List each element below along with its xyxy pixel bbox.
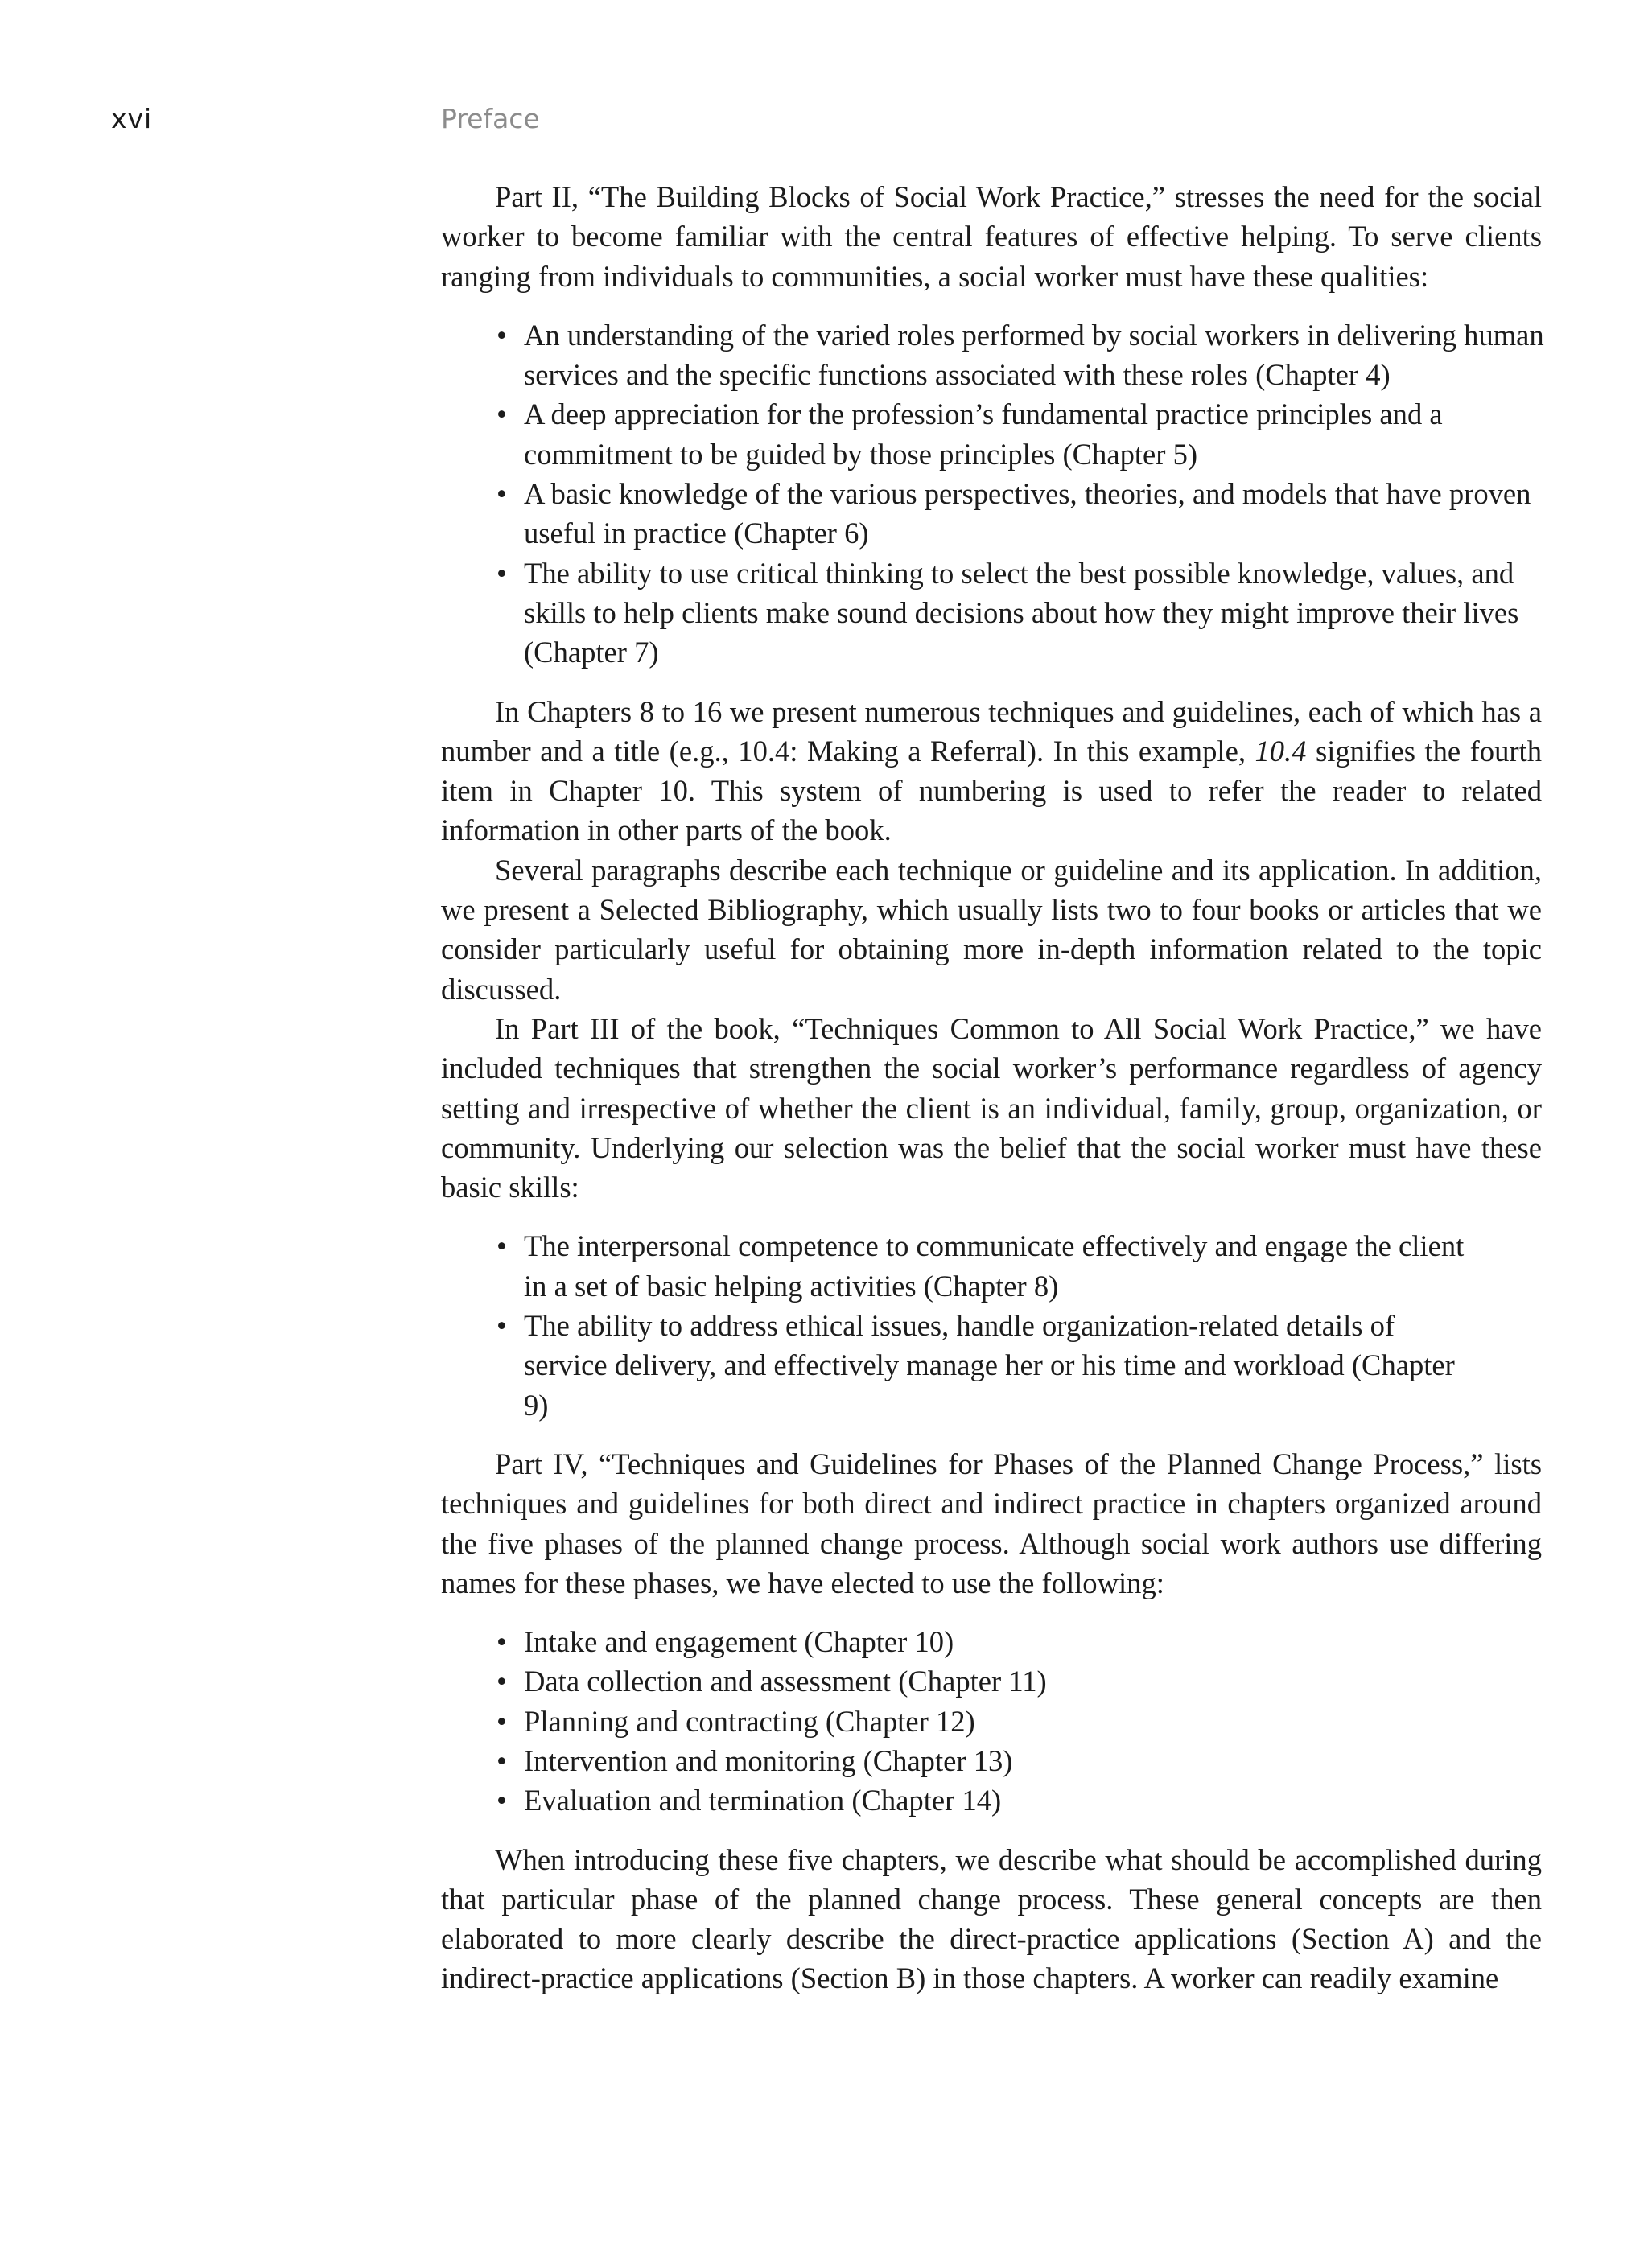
bullet-glyph: • [496, 397, 507, 431]
list-item: • The interpersonal competence to communicate effectively and engage the client in a set of basic helping activities (Chapter 8) [524, 1226, 1469, 1306]
paragraph-bibliography: Several paragraphs describe each technique or guideline and its application. In addition, we present a Selected Bibliography, which usually lists two to four books or articles that we consider particularly useful for obtaining more in-depth information related to the topic discussed. [441, 853, 1542, 1006]
paragraph-part-iv: Part IV, “Techniques and Guidelines for Phases of the Planned Change Process,” lists techniques and guidelines for both direct and indirect practice in chapters organized around the five phases of the planned change process. Although social work authors use differing names for these phases, we have elected to use the following: [441, 1447, 1542, 1599]
bullet-glyph: • [496, 1309, 507, 1343]
list-item: • The ability to use critical thinking to select the best possible knowledge, values, and skills to help clients make sound decisions about how they might improve their lives (Chapter 7) [524, 554, 1578, 673]
bullet-glyph: • [496, 1784, 507, 1817]
bullet-glyph: • [496, 1743, 507, 1777]
page-number: xvi [111, 103, 153, 134]
bullet-glyph: • [496, 318, 507, 352]
bullet-glyph: • [496, 1229, 507, 1263]
list-item: • Intake and engagement (Chapter 10) [524, 1622, 1469, 1661]
list-item: • Intervention and monitoring (Chapter 13) [524, 1741, 1469, 1780]
bullet-list-phases [441, 1622, 1469, 1820]
bullet-glyph: • [496, 556, 507, 590]
bullet-glyph: • [496, 1665, 507, 1698]
list-item: • A basic knowledge of the various perspectives, theories, and models that have proven useful in practice (Chapter 6) [524, 474, 1578, 554]
running-head: Preface [441, 103, 540, 134]
list-item: • Planning and contracting (Chapter 12) [524, 1702, 1469, 1741]
list-item: • An understanding of the varied roles performed by social workers in delivering human services and the specific functions associated with these roles (Chapter 4) [524, 315, 1578, 395]
paragraph-part-iii: In Part III of the book, “Techniques Common to All Social Work Practice,” we have included techniques that strengthen the social worker’s performance regardless of agency setting and irrespective of whether the client is an individual, family, group, organization, or community. Underlying our selection was the belief that the social worker must have these basic skills: [441, 1011, 1542, 1204]
list-item: • Evaluation and termination (Chapter 14) [524, 1780, 1469, 1820]
paragraph-five-chapters: When introducing these five chapters, we describe what should be accomplished during that particular phase of the planned change process. These general concepts are then elaborated to more clearly describe the direct-practice applications (Section A) and the indirect-practice applications (Section B) in those chapters. A worker can readily examine [441, 1842, 1542, 1995]
paragraph-part-ii: Part II, “The Building Blocks of Social Work Practice,” stresses the need for the social worker to become familiar with the central features of effective helping. To serve clients ranging from individuals to communities, a social worker must have these qualities: [441, 180, 1542, 293]
bullet-glyph: • [496, 1625, 507, 1659]
list-item: • Data collection and assessment (Chapter 11) [524, 1661, 1469, 1701]
list-item: • A deep appreciation for the profession’s fundamental practice principles and a commitment to be guided by those principles (Chapter 5) [524, 394, 1578, 474]
bullet-list-basic-skills [441, 1226, 1469, 1424]
paragraph-numbering-system: In Chapters 8 to 16 we present numerous techniques and guidelines, each of which has a number and a title (e.g., 10.4: Making a Referral). In this example, 10.4 signifies the fourth item in Chapter 10. This system of numbering is used to refer the reader to related information in other parts of the book. [441, 694, 1543, 847]
body-text [441, 177, 1542, 1998]
bullet-list-qualities [441, 315, 1578, 673]
list-item: • The ability to address ethical issues, handle organization-related details of service delivery, and effectively manage her or his time and workload (Chapter 9) [524, 1306, 1469, 1425]
italic-example-number: 10.4 [1255, 734, 1307, 768]
bullet-glyph: • [496, 1704, 507, 1738]
bullet-glyph: • [496, 477, 507, 511]
